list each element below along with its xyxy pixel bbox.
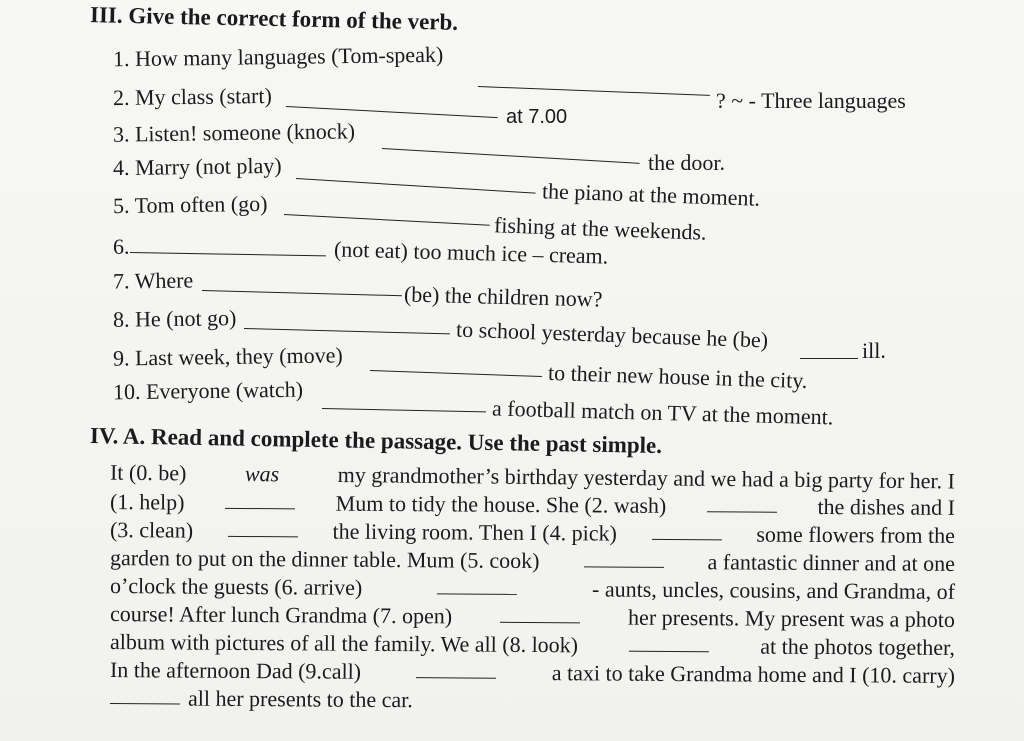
item-7-number: 7. xyxy=(112,268,130,294)
passage-line-2-c: the dishes and I xyxy=(817,493,956,520)
item-7 xyxy=(113,267,194,294)
item-8-number: 8. xyxy=(112,306,130,332)
passage-line-3-c: some flowers from the xyxy=(756,521,956,548)
item-2-blank[interactable] xyxy=(286,106,498,118)
blank-8-look[interactable] xyxy=(629,633,709,653)
item-3-number: 3. xyxy=(112,121,130,147)
blank-6-arrive[interactable] xyxy=(437,575,517,595)
blank-1-help[interactable] xyxy=(225,490,295,509)
blank-5-cook[interactable] xyxy=(584,548,664,568)
item-1-blank[interactable] xyxy=(478,86,710,96)
item-9 xyxy=(113,342,343,371)
blank-4-pick[interactable] xyxy=(652,521,722,540)
passage-line-1-c: my grandmother’s birthday yesterday and we had a big party for her. I xyxy=(337,461,956,494)
item-10-end: a football match on TV at the moment. xyxy=(491,395,834,430)
blank-3-clean[interactable] xyxy=(228,518,298,537)
item-9-end: to their new house in the city. xyxy=(547,359,808,394)
item-1-number: 1. xyxy=(112,46,130,72)
passage-line-6-a: course! After lunch Grandma (7. open) xyxy=(109,601,453,629)
passage-line-4-a: garden to put on the dinner table. Mum (5. cook) xyxy=(109,545,540,574)
passage-line-3-a: (3. clean) xyxy=(109,517,194,543)
item-1-text: How many languages (Tom-speak) xyxy=(134,41,444,71)
item-8-blank-1[interactable] xyxy=(244,328,450,334)
item-2 xyxy=(113,83,272,111)
passage-line-8-b: a taxi to take Grandma home and I (10. carry) xyxy=(551,660,956,688)
item-2-text: My class (start) xyxy=(134,82,273,110)
item-9-number: 9. xyxy=(112,345,130,371)
blank-7-open[interactable] xyxy=(500,604,580,624)
passage-line-8 xyxy=(110,657,955,689)
item-2-end: at 7.00 xyxy=(506,106,568,128)
item-8-end-2: ill. xyxy=(862,338,886,363)
blank-9-call[interactable] xyxy=(416,659,496,679)
passage-line-4 xyxy=(110,545,955,577)
passage-line-5 xyxy=(110,573,955,605)
item-2-number: 2. xyxy=(112,84,130,111)
item-10-number: 10. xyxy=(112,378,141,405)
passage-line-2-a: (1. help) xyxy=(109,489,185,515)
blank-10-carry[interactable] xyxy=(110,685,180,704)
item-6-blank[interactable] xyxy=(130,252,326,256)
item-7-blank[interactable] xyxy=(202,290,402,296)
section-4-heading: IV. A. Read and complete the passage. Use the past simple. xyxy=(89,423,663,458)
item-7-text: Where xyxy=(134,267,194,294)
item-8-text: He (not go) xyxy=(134,305,237,332)
item-5-text: Tom often (go) xyxy=(134,190,268,218)
passage-line-4-b: a fantastic dinner and at one xyxy=(707,549,956,576)
passage-line-3 xyxy=(110,517,955,549)
passage-line-9-a: all her presents to the car. xyxy=(187,685,413,713)
item-4-text: Marry (not play) xyxy=(134,152,282,180)
passage-line-7 xyxy=(110,629,955,661)
item-3 xyxy=(113,118,355,147)
item-5 xyxy=(113,191,268,219)
passage-line-5-a: o’clock the guests (6. arrive) xyxy=(109,573,363,600)
item-3-text: Listen! someone (knock) xyxy=(134,118,356,147)
passage-line-9 xyxy=(110,685,955,717)
item-3-end: the door. xyxy=(648,150,725,175)
item-4-end: the piano at the moment. xyxy=(541,178,761,211)
passage-line-6 xyxy=(110,601,955,633)
item-7-end: (be) the children now? xyxy=(403,281,603,312)
item-1-end: ? ~ - Three languages xyxy=(716,88,906,113)
passage-example-answer: was xyxy=(244,460,280,487)
item-1 xyxy=(113,42,444,73)
item-10-blank[interactable] xyxy=(322,408,486,412)
item-4 xyxy=(113,153,282,181)
item-8-end: to school yesterday because he (be) xyxy=(455,316,769,353)
passage-line-8-a: In the afternoon Dad (9.call) xyxy=(109,657,362,684)
item-5-number: 5. xyxy=(112,192,130,219)
item-10-text: Everyone (watch) xyxy=(145,376,304,404)
item-4-number: 4. xyxy=(112,154,130,181)
passage-line-6-b: her presents. My present was a photo xyxy=(628,604,956,632)
passage-line-7-b: at the photos together, xyxy=(760,633,956,660)
passage-line-2-b: Mum to tidy the house. She (2. wash) xyxy=(335,490,667,518)
item-6-number: 6. xyxy=(113,234,130,259)
item-8-blank-2[interactable] xyxy=(800,358,858,359)
passage-line-7-a: album with pictures of all the family. We all (8. look) xyxy=(109,629,579,658)
passage-line-3-b: the living room. Then I (4. pick) xyxy=(332,518,617,546)
item-3-blank[interactable] xyxy=(382,148,640,164)
passage-line-2 xyxy=(110,489,955,521)
item-10 xyxy=(113,377,303,406)
item-8 xyxy=(113,305,237,333)
item-6-end: (not eat) too much ice – cream. xyxy=(333,236,609,269)
passage-line-1-a: It (0. be) xyxy=(109,459,187,486)
passage-line-5-b: - aunts, uncles, cousins, and Grandma, of xyxy=(591,576,956,604)
item-9-text: Last week, they (move) xyxy=(134,342,343,371)
section-3-heading: III. Give the correct form of the verb. xyxy=(89,2,459,35)
item-4-blank[interactable] xyxy=(296,178,536,194)
item-5-blank[interactable] xyxy=(284,214,490,226)
item-9-blank[interactable] xyxy=(370,370,542,377)
item-5-end: fishing at the weekends. xyxy=(493,212,707,245)
blank-2-wash[interactable] xyxy=(707,493,777,512)
